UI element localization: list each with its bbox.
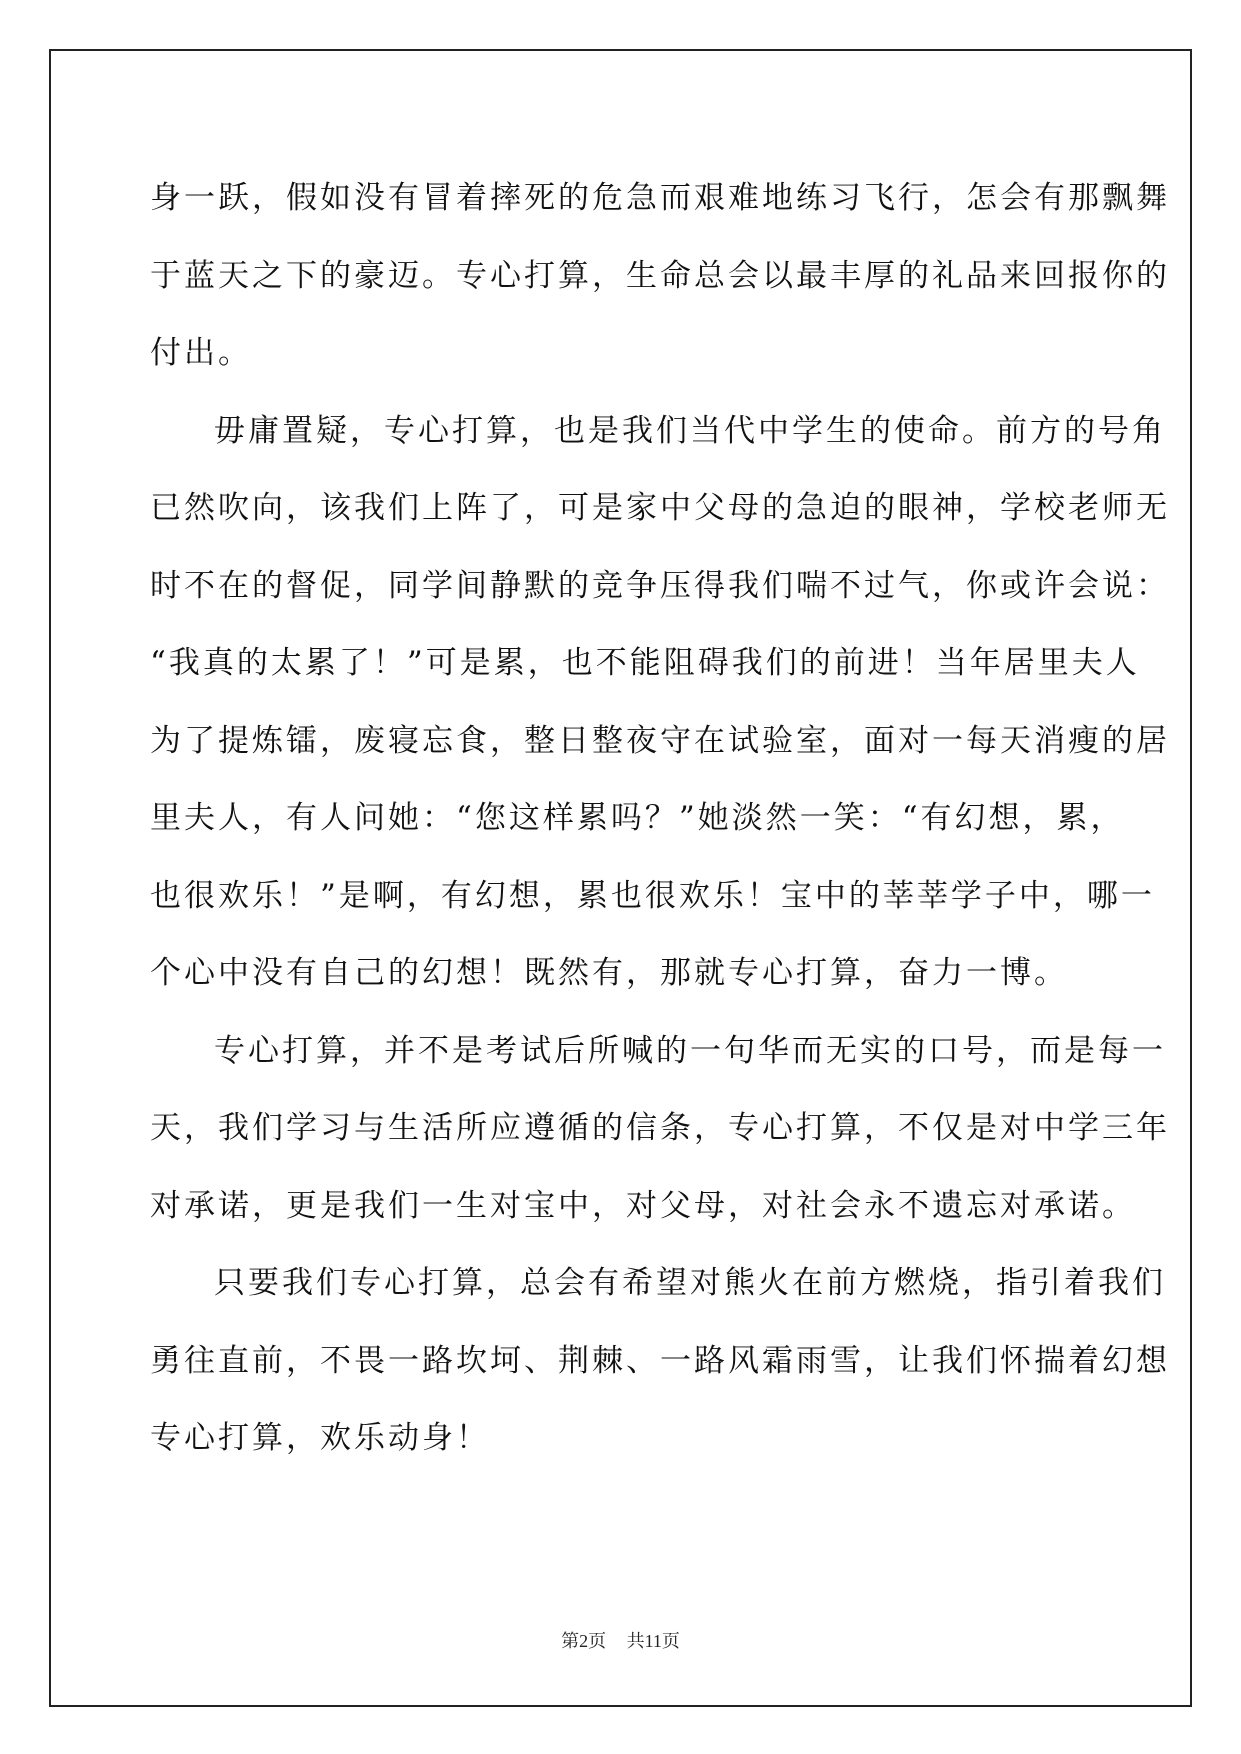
page-number-total: 共11页 <box>626 1631 680 1651</box>
paragraph-first-line: 只要我们专心打算，总会有希望对熊火在前方燃烧，指引着我们 <box>214 1265 1166 1301</box>
text-line: 勇往直前，不畏一路坎坷、荆棘、一路风霜雨雪，让我们怀揣着幻想 <box>150 1342 1170 1379</box>
text-line: 里夫人，有人问她：“您这样累吗？”她淡然一笑：“有幻想，累， <box>150 800 1125 836</box>
text-line: 为了提炼镭，废寝忘食，整日整夜守在试验室，面对一每天消瘦的居 <box>150 722 1170 759</box>
paragraph-first-line: 专心打算，并不是考试后所喊的一句华而无实的口号，而是每一 <box>214 1032 1166 1069</box>
text-line: 已然吹向，该我们上阵了，可是家中父母的急迫的眼神，学校老师无 <box>150 490 1170 526</box>
page-footer <box>0 1627 1241 1653</box>
page-number-current: 第2页 <box>561 1631 607 1651</box>
text-line: 时不在的督促，同学间静默的竞争压得我们喘不过气，你或许会说： <box>150 567 1170 604</box>
text-line: 天，我们学习与生活所应遵循的信条，专心打算，不仅是对中学三年 <box>150 1110 1170 1146</box>
text-line: “我真的太累了！”可是累，也不能阻碍我们的前进！当年居里夫人 <box>150 645 1140 681</box>
text-line: 对承诺，更是我们一生对宝中，对父母，对社会永不遗忘对承诺。 <box>150 1187 1136 1224</box>
document-body <box>150 160 1170 1478</box>
text-line: 身一跃，假如没有冒着摔死的危急而艰难地练习飞行，怎会有那飘舞 <box>150 180 1170 216</box>
text-line: 专心打算，欢乐动身！ <box>150 1420 490 1456</box>
text-line: 个心中没有自己的幻想！既然有，那就专心打算，奋力一博。 <box>150 955 1068 991</box>
text-line: 付出。 <box>150 335 252 371</box>
text-line: 也很欢乐！”是啊，有幻想，累也很欢乐！宝中的莘莘学子中，哪一 <box>150 877 1155 914</box>
text-line: 于蓝天之下的豪迈。专心打算，生命总会以最丰厚的礼品来回报你的 <box>150 257 1170 294</box>
paragraph-first-line: 毋庸置疑，专心打算，也是我们当代中学生的使命。前方的号角 <box>214 412 1166 449</box>
